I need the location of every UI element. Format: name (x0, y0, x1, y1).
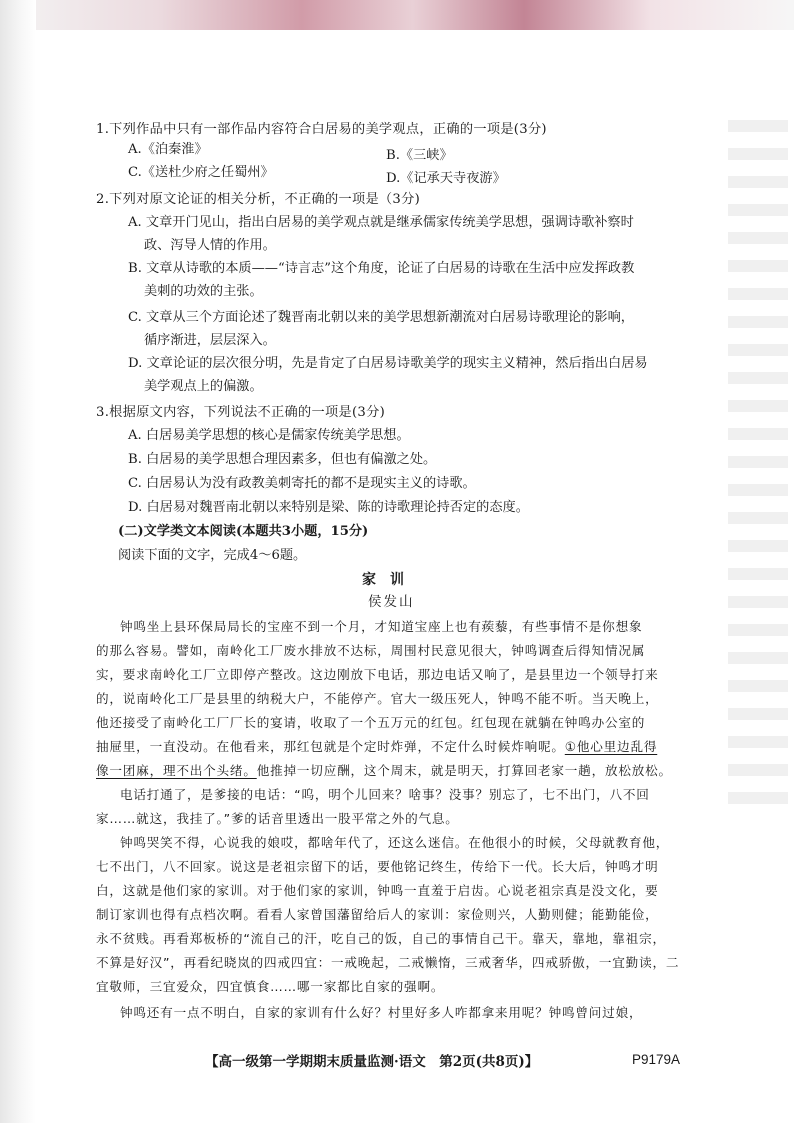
q3-stem: 3.根据原文内容，下列说法不正确的一项是(3分) (96, 405, 386, 420)
q2-option-a-line1: A. 文章开门见山，指出白居易的美学观点就是继承儒家传统美学思想，强调诗歌补察时 (128, 215, 634, 230)
q1-option-a: A.《泊秦淮》 (128, 142, 208, 157)
story-p1-line7 (96, 761, 672, 781)
story-p1-line3: 实，要求南岭化工厂立即停产整改。这边刚放下电话，那边电话又响了，是县里边一个领导打来 (96, 667, 659, 682)
story-p1-line1: 钟鸣坐上县环保局局长的宝座不到一个月，才知道宝座上也有蒺藜，有些事情不是你想象 (120, 619, 643, 634)
q1-stem: 1.下列作品中只有一部作品内容符合白居易的美学观点，正确的一项是(3分) (96, 122, 547, 137)
q3-option-b: B. 白居易的美学思想合理因素多，但也有偏激之处。 (128, 452, 437, 467)
story-p2-line1: 电话打通了，是爹接的电话：“呜，明个儿回来？啥事？没事？别忘了，七不出门，八不回 (120, 787, 650, 802)
story-p3-line6: 不算是好汉”，再看纪晓岚的四戒四宜：一戒晚起，二戒懒惰，三戒奢华，四戒骄傲，一宜勤读，二 (96, 955, 680, 970)
page-footer: 【高一级第一学期期末质量监测·语文 第2页(共8页)】 (205, 1054, 539, 1070)
paper-code: P9179A (632, 1052, 681, 1067)
story-p2-line2: 家……就这，我挂了。”爹的话音里透出一股平常之外的气息。 (96, 811, 459, 826)
story-p3-line1: 钟鸣哭笑不得，心说我的娘哎，都啥年代了，还这么迷信。在他很小的时候，父母就教育他， (120, 835, 670, 850)
q2-stem: 2.下列对原文论证的相关分析，不正确的一项是（3分) (96, 192, 421, 207)
q1-option-b: B.《三峡》 (386, 148, 453, 163)
story-author: 侯发山 (368, 594, 415, 610)
section-instruction: 阅读下面的文字，完成4～6题。 (118, 548, 307, 563)
story-p4-line1: 钟鸣还有一点不明白，自家的家训有什么好？村里好多人咋都拿来用呢？钟鸣曾问过娘， (120, 1005, 643, 1020)
q2-option-b-line2: 美刺的功效的主张。 (144, 284, 263, 299)
story-p1-line6 (96, 737, 657, 757)
q2-option-a-line2: 政、泻导人情的作用。 (144, 238, 276, 253)
story-p1-line5: 他还接受了南岭化工厂厂长的宴请，收取了一个五万元的红包。红包现在就躺在钟鸣办公室的 (96, 715, 646, 730)
q2-option-d-line2: 美学观点上的偏激。 (144, 379, 263, 394)
q3-option-c: C. 白居易认为没有政教美刺寄托的都不是现实主义的诗歌。 (128, 476, 476, 491)
q1-option-d: D.《记承天寺夜游》 (386, 171, 506, 186)
story-p1-line7-text: 他推掉一切应酬，这个周末，就是明天，打算回老家一趟，放松放松。 (256, 763, 672, 778)
q2-option-c-line1: C. 文章从三个方面论述了魏晋南北朝以来的美学思想新潮流对白居易诗歌理论的影响， (128, 310, 634, 325)
story-title: 家训 (362, 572, 418, 588)
story-p3-line3: 白，这就是他们家的家训。对于他们家的家训，钟鸣一直羞于启齿。心说老祖宗真是没文化，要 (96, 883, 659, 898)
underlined-sentence-1-end: 像一团麻，理不出个头绪。 (96, 763, 257, 778)
q1-option-c: C.《送杜少府之任蜀州》 (128, 165, 274, 180)
q2-option-c-line2: 循序渐进，层层深入。 (144, 333, 276, 348)
q3-option-d: D. 白居易对魏晋南北朝以来特别是梁、陈的诗歌理论持否定的态度。 (128, 500, 529, 515)
story-p3-line5: 永不贫贱。再看郑板桥的“流自己的汗，吃自己的饭，自己的事情自己干。靠天，靠地，靠祖宗， (96, 931, 666, 946)
top-decorative-band (0, 0, 794, 30)
story-p3-line2: 七不出门，八不回家。说这是老祖宗留下的话，要他铭记终生，传给下一代。长大后，钟鸣才明 (96, 859, 659, 874)
bleed-through-shadow (728, 120, 788, 820)
story-p3-line4: 制订家训也得有点档次啊。看看人家曾国藩留给后人的家训：家俭则兴，人勤则健；能勤能俭， (96, 907, 659, 922)
underlined-sentence-1-start: ①他心里边乱得 (564, 739, 658, 754)
q2-option-d-line1: D. 文章论证的层次很分明，先是肯定了白居易诗歌美学的现实主义精神，然后指出白居易 (128, 356, 648, 371)
story-p1-line4: 的，说南岭化工厂是县里的纳税大户，不能停产。官大一级压死人，钟鸣不能不听。当天晚上， (96, 691, 659, 706)
scan-left-shadow (0, 0, 36, 1123)
q2-option-b-line1: B. 文章从诗歌的本质——“诗言志”这个角度，论证了白居易的诗歌在生活中应发挥政教 (128, 261, 635, 276)
q3-option-a: A. 白居易美学思想的核心是儒家传统美学思想。 (128, 428, 410, 443)
section-heading: (二)文学类文本阅读(本题共3小题，15分) (118, 524, 369, 539)
story-p3-line7: 宜敬师，三宜爱众，四宜慎食……哪一家都比自家的强啊。 (96, 979, 445, 994)
story-p1-line6-text: 抽屉里，一直没动。在他看来，那红包就是个定时炸弹，不定什么时候炸响呢。 (96, 739, 565, 754)
story-p1-line2: 的那么容易。譬如，南岭化工厂废水排放不达标，周围村民意见很大，钟鸣调查后得知情况属 (96, 643, 646, 658)
